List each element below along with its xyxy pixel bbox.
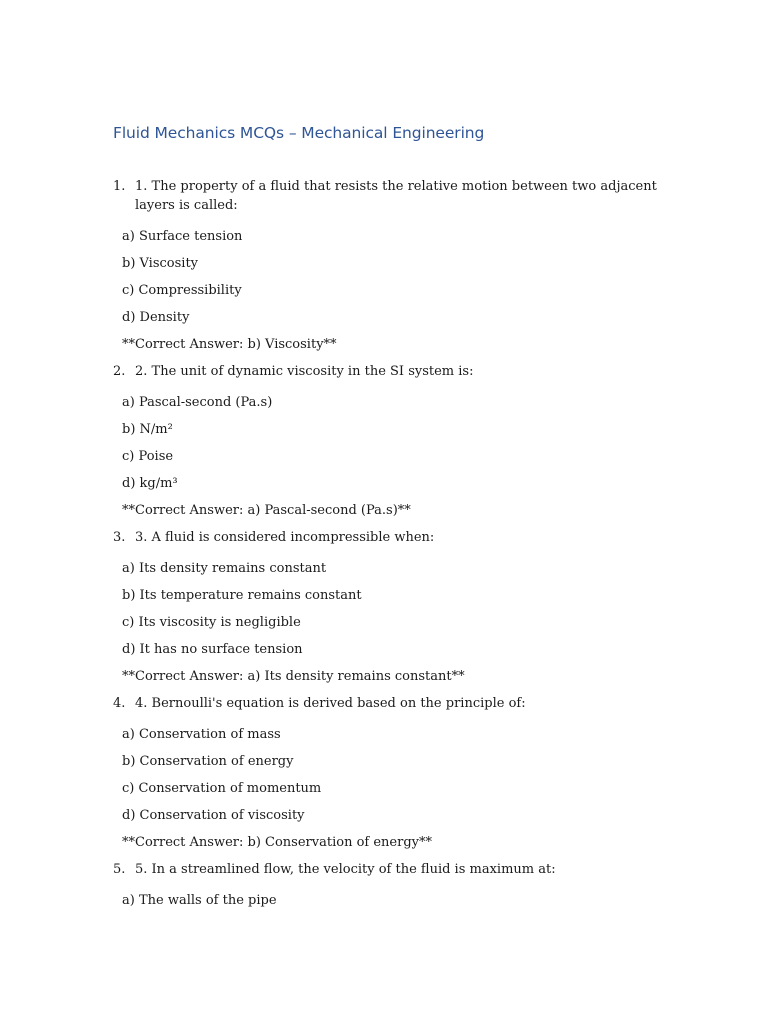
option-c: c) Its viscosity is negligible xyxy=(122,615,301,630)
option-b: b) Its temperature remains constant xyxy=(122,588,362,603)
question-item xyxy=(0,694,768,852)
option-d: d) kg/m³ xyxy=(122,476,178,491)
option-a: a) Conservation of mass xyxy=(122,727,281,742)
question-item xyxy=(0,177,768,354)
question-text: 4. Bernoulli's equation is derived based on the principle of: xyxy=(135,696,526,711)
correct-answer: **Correct Answer: a) Its density remains constant** xyxy=(122,669,465,684)
option-d: d) Density xyxy=(122,310,190,325)
document-title: Fluid Mechanics MCQs – Mechanical Engineering xyxy=(113,124,485,142)
question-item xyxy=(0,860,768,910)
question-item xyxy=(0,362,768,520)
option-b: b) Conservation of energy xyxy=(122,754,294,769)
option-a: a) Surface tension xyxy=(122,229,243,244)
option-a: a) The walls of the pipe xyxy=(122,893,277,908)
question-text: 3. A fluid is considered incompressible when: xyxy=(135,530,435,545)
question-text: 1. The property of a fluid that resists the relative motion between two adjacent layers is called: xyxy=(135,179,657,213)
correct-answer: **Correct Answer: a) Pascal-second (Pa.s)** xyxy=(122,503,411,518)
question-number: 4. xyxy=(113,696,126,711)
option-a: a) Its density remains constant xyxy=(122,561,327,576)
option-b: b) N/m² xyxy=(122,422,173,437)
option-d: d) Conservation of viscosity xyxy=(122,808,305,823)
question-number: 1. xyxy=(113,179,126,194)
option-d: d) It has no surface tension xyxy=(122,642,303,657)
question-stem xyxy=(0,528,768,547)
question-stem xyxy=(0,177,768,215)
option-a: a) Pascal-second (Pa.s) xyxy=(122,395,273,410)
question-text: 2. The unit of dynamic viscosity in the SI system is: xyxy=(135,364,474,379)
question-stem xyxy=(0,362,768,381)
option-c: c) Poise xyxy=(122,449,174,464)
correct-answer: **Correct Answer: b) Viscosity** xyxy=(122,337,337,352)
question-stem xyxy=(0,694,768,713)
question-number: 3. xyxy=(113,530,126,545)
option-c: c) Conservation of momentum xyxy=(122,781,322,796)
correct-answer: **Correct Answer: b) Conservation of energy** xyxy=(122,835,432,850)
question-list xyxy=(0,177,768,918)
question-item xyxy=(0,528,768,686)
question-text: 5. In a streamlined flow, the velocity of the fluid is maximum at: xyxy=(135,862,556,877)
question-stem xyxy=(0,860,768,879)
question-number: 2. xyxy=(113,364,126,379)
option-b: b) Viscosity xyxy=(122,256,199,271)
question-number: 5. xyxy=(113,862,126,877)
option-c: c) Compressibility xyxy=(122,283,242,298)
